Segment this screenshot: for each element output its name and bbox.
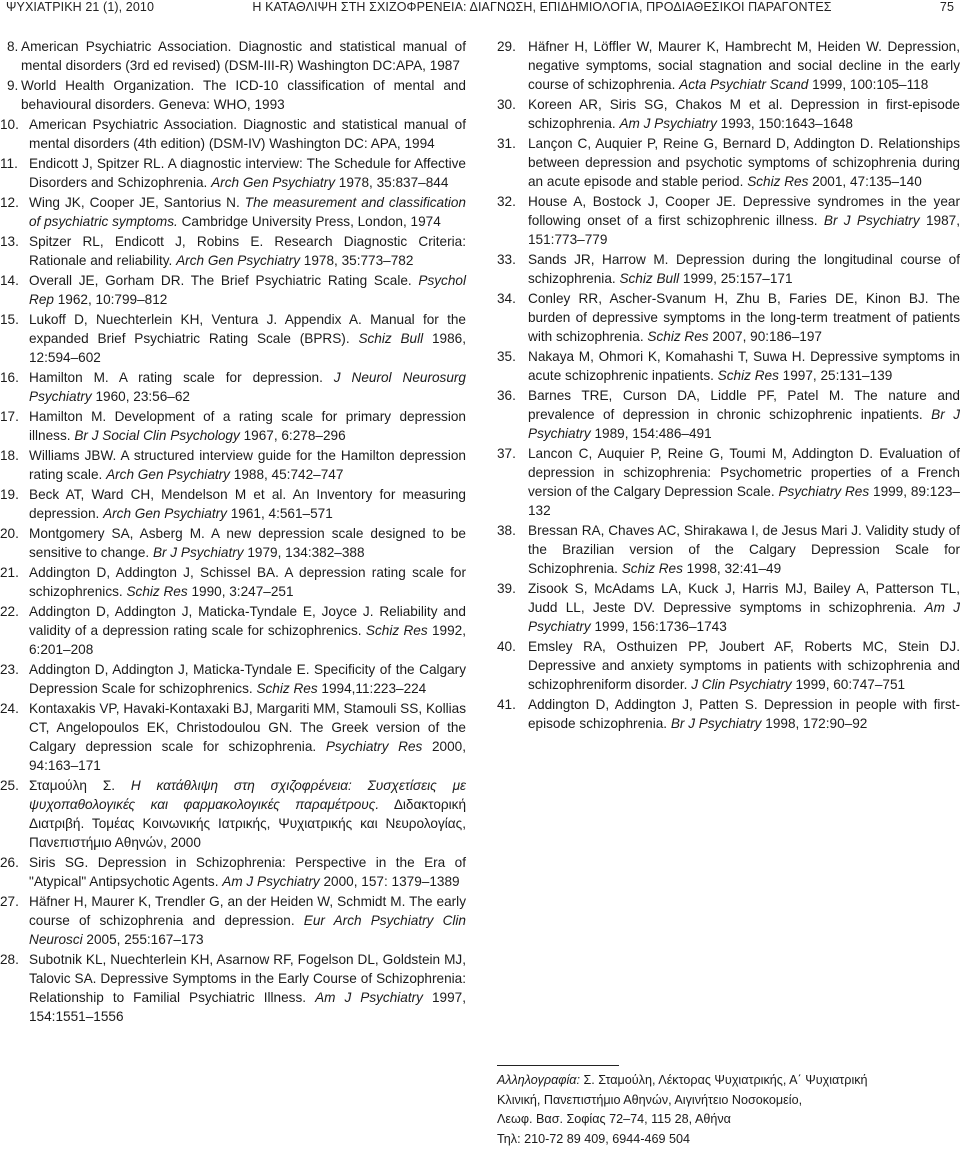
reference-26: 26. Siris SG. Depression in Schizophrenia: Perspective in the Era of "Atypical" Antipsychotic Agents. Am J Psychiatry 2000, 157: 1379–1389	[0, 853, 466, 891]
reference-19: 19. Beck AT, Ward CH, Mendelson M et al. An Inventory for measuring depression. Arch Gen Psychiatry 1961, 4:561–571	[0, 485, 466, 523]
reference-34: 34. Conley RR, Ascher-Svanum H, Zhu B, Faries DE, Kinon BJ. The burden of depressive symptoms in the long-term treatment of patients with schizophrenia. Schiz Res 2007, 90:186–197	[497, 289, 960, 346]
reference-37: 37. Lancon C, Auquier P, Reine G, Toumi M, Addington D. Evaluation of depression in schizophrenia: Psychometric properties of a French version of the Calgary Depression Scale. Psychiatry Res 1999, 89:123–132	[497, 444, 960, 520]
footnote-divider	[497, 1065, 619, 1066]
reference-39: 39. Zisook S, McAdams LA, Kuck J, Harris MJ, Bailey A, Patterson TL, Judd LL, Jeste DV. Depressive symptoms in schizophrenia. Am J Psychiatry 1999, 156:1736–1743	[497, 579, 960, 636]
reference-12: 12. Wing JK, Cooper JE, Santorius N. The measurement and classification of psychiatric symptoms. Cambridge University Press, London, 1974	[0, 193, 466, 231]
reference-30: 30. Koreen AR, Siris SG, Chakos M et al. Depression in first-episode schizophrenia. Am J Psychiatry 1993, 150:1643–1648	[497, 95, 960, 133]
correspondence-footnote	[497, 1071, 960, 1149]
running-title: Η ΚΑΤΑΘΛΙΨΗ ΣΤΗ ΣΧΙΖΟΦΡΕΝΕΙΑ: ΔΙΑΓΝΩΣΗ, ΕΠΙΔΗΜΙΟΛΟΓΙΑ, ΠΡΟΔΙΑΘΕΣΙΚΟΙ ΠΑΡΑΓΟΝΤΕΣ	[154, 0, 930, 14]
reference-25: 25. Σταμούλη Σ. Η κατάθλιψη στη σχιζοφρένεια: Συσχετίσεις με ψυχοπαθολογικές και φαρμακολογικές παραμέτρους. Διδακτορική Διατριβή. Τομέας Κοινωνικής Ιατρικής, Ψυχιατρικής και Νευρολογίας, Πανεπιστήμιο Αθηνών, 2000	[0, 776, 466, 852]
reference-24: 24. Kontaxakis VP, Havaki-Kontaxaki BJ, Margariti MM, Stamouli SS, Kollias CT, Angelopoulos EK, Christodoulou GN. The Greek version of the Calgary depression scale for schizophrenia. Psychiatry Res 2000, 94:163–171	[0, 699, 466, 775]
reference-14: 14. Overall JE, Gorham DR. The Brief Psychiatric Rating Scale. Psychol Rep 1962, 10:799–812	[0, 271, 466, 309]
reference-18: 18. Williams JBW. A structured interview guide for the Hamilton depression rating scale. Arch Gen Psychiatry 1988, 45:742–747	[0, 446, 466, 484]
left-column	[0, 37, 466, 1027]
page-number: 75	[930, 0, 954, 14]
footnote-line-2: Κλινική, Πανεπιστήμιο Αθηνών, Αιγινήτειο Νοσοκομείο,	[497, 1091, 960, 1111]
reference-11: 11. Endicott J, Spitzer RL. A diagnostic interview: The Schedule for Affective Disorders and Schizophrenia. Arch Gen Psychiatry 1978, 35:837–844	[0, 154, 466, 192]
reference-31: 31. Lançon C, Auquier P, Reine G, Bernard D, Addington D. Relationships between depression and psychotic symptoms of schizophrenia during an acute episode and stable period. Schiz Res 2001, 47:135–140	[497, 134, 960, 191]
reference-8: 8. American Psychiatric Association. Diagnostic and statistical manual of mental disorders (3rd ed revised) (DSM-III-R) Washington DC:APA, 1987	[0, 37, 466, 75]
reference-41: 41. Addington D, Addington J, Patten S. Depression in people with first-episode schizophrenia. Br J Psychiatry 1998, 172:90–92	[497, 695, 960, 733]
reference-35: 35. Nakaya M, Ohmori K, Komahashi T, Suwa H. Depressive symptoms in acute schizophrenic inpatients. Schiz Res 1997, 25:131–139	[497, 347, 960, 385]
reference-21: 21. Addington D, Addington J, Schissel BA. A depression rating scale for schizophrenics. Schiz Res 1990, 3:247–251	[0, 563, 466, 601]
reference-22: 22. Addington D, Addington J, Maticka-Tyndale E, Joyce J. Reliability and validity of a depression rating scale for schizophrenics. Schiz Res 1992, 6:201–208	[0, 602, 466, 659]
reference-23: 23. Addington D, Addington J, Maticka-Tyndale E. Specificity of the Calgary Depression Scale for schizophrenics. Schiz Res 1994,11:223–224	[0, 660, 466, 698]
reference-33: 33. Sands JR, Harrow M. Depression during the longitudinal course of schizophrenia. Schiz Bull 1999, 25:157–171	[497, 250, 960, 288]
reference-10: 10. American Psychiatric Association. Diagnostic and statistical manual of mental disorders (4th edition) (DSM-IV) Washington DC: APA, 1994	[0, 115, 466, 153]
reference-9: 9. World Health Organization. The ICD-10 classification of mental and behavioural disorders. Geneva: WHO, 1993	[0, 76, 466, 114]
reference-36: 36. Barnes TRE, Curson DA, Liddle PF, Patel M. The nature and prevalence of depression in chronic schizophrenic inpatients. Br J Psychiatry 1989, 154:486–491	[497, 386, 960, 443]
right-column	[497, 37, 960, 734]
reference-29: 29. Häfner H, Löffler W, Maurer K, Hambrecht M, Heiden W. Depression, negative symptoms, social stagnation and social decline in the early course of schizophrenia. Acta Psychiatr Scand 1999, 100:105–118	[497, 37, 960, 94]
reference-20: 20. Montgomery SA, Asberg M. A new depression scale designed to be sensitive to change. Br J Psychiatry 1979, 134:382–388	[0, 524, 466, 562]
reference-27: 27. Häfner H, Maurer K, Trendler G, an der Heiden W, Schmidt M. The early course of schizophrenia and depression. Eur Arch Psychiatry Clin Neurosci 2005, 255:167–173	[0, 892, 466, 949]
reference-15: 15. Lukoff D, Nuechterlein KH, Ventura J. Appendix A. Manual for the expanded Brief Psychiatric Rating Scale (BPRS). Schiz Bull 1986, 12:594–602	[0, 310, 466, 367]
journal-citation: ΨΥΧΙΑΤΡΙΚΗ 21 (1), 2010	[6, 0, 154, 14]
running-header	[0, 0, 960, 20]
footnote-line-1: Αλληλογραφία: Σ. Σταμούλη, Λέκτορας Ψυχιατρικής, Α΄ Ψυχιατρική	[497, 1071, 960, 1091]
reference-38: 38. Bressan RA, Chaves AC, Shirakawa I, de Jesus Mari J. Validity study of the Brazilian version of the Calgary Depression Scale for Schizophrenia. Schiz Res 1998, 32:41–49	[497, 521, 960, 578]
reference-17: 17. Hamilton M. Development of a rating scale for primary depression illness. Br J Social Clin Psychology 1967, 6:278–296	[0, 407, 466, 445]
reference-13: 13. Spitzer RL, Endicott J, Robins E. Research Diagnostic Criteria: Rationale and reliability. Arch Gen Psychiatry 1978, 35:773–782	[0, 232, 466, 270]
footnote-line-4: Τηλ: 210-72 89 409, 6944-469 504	[497, 1130, 960, 1149]
reference-16: 16. Hamilton M. A rating scale for depression. J Neurol Neurosurg Psychiatry 1960, 23:56–62	[0, 368, 466, 406]
reference-40: 40. Emsley RA, Osthuizen PP, Joubert AF, Roberts MC, Stein DJ. Depressive and anxiety symptoms in patients with schizophrenia and schizophreniform disorder. J Clin Psychiatry 1999, 60:747–751	[497, 637, 960, 694]
reference-32: 32. House A, Bostock J, Cooper JE. Depressive syndromes in the year following onset of a first schizophrenic illness. Br J Psychiatry 1987, 151:773–779	[497, 192, 960, 249]
footnote-line-3: Λεωφ. Βασ. Σοφίας 72–74, 115 28, Αθήνα	[497, 1110, 960, 1130]
footnote-label: Αλληλογραφία:	[497, 1073, 580, 1087]
reference-28: 28. Subotnik KL, Nuechterlein KH, Asarnow RF, Fogelson DL, Goldstein MJ, Talovic SA. Depressive Symptoms in the Early Course of Schizophrenia: Relationship to Familial Psychiatric Illness. Am J Psychiatry 1997, 154:1551–1556	[0, 950, 466, 1026]
